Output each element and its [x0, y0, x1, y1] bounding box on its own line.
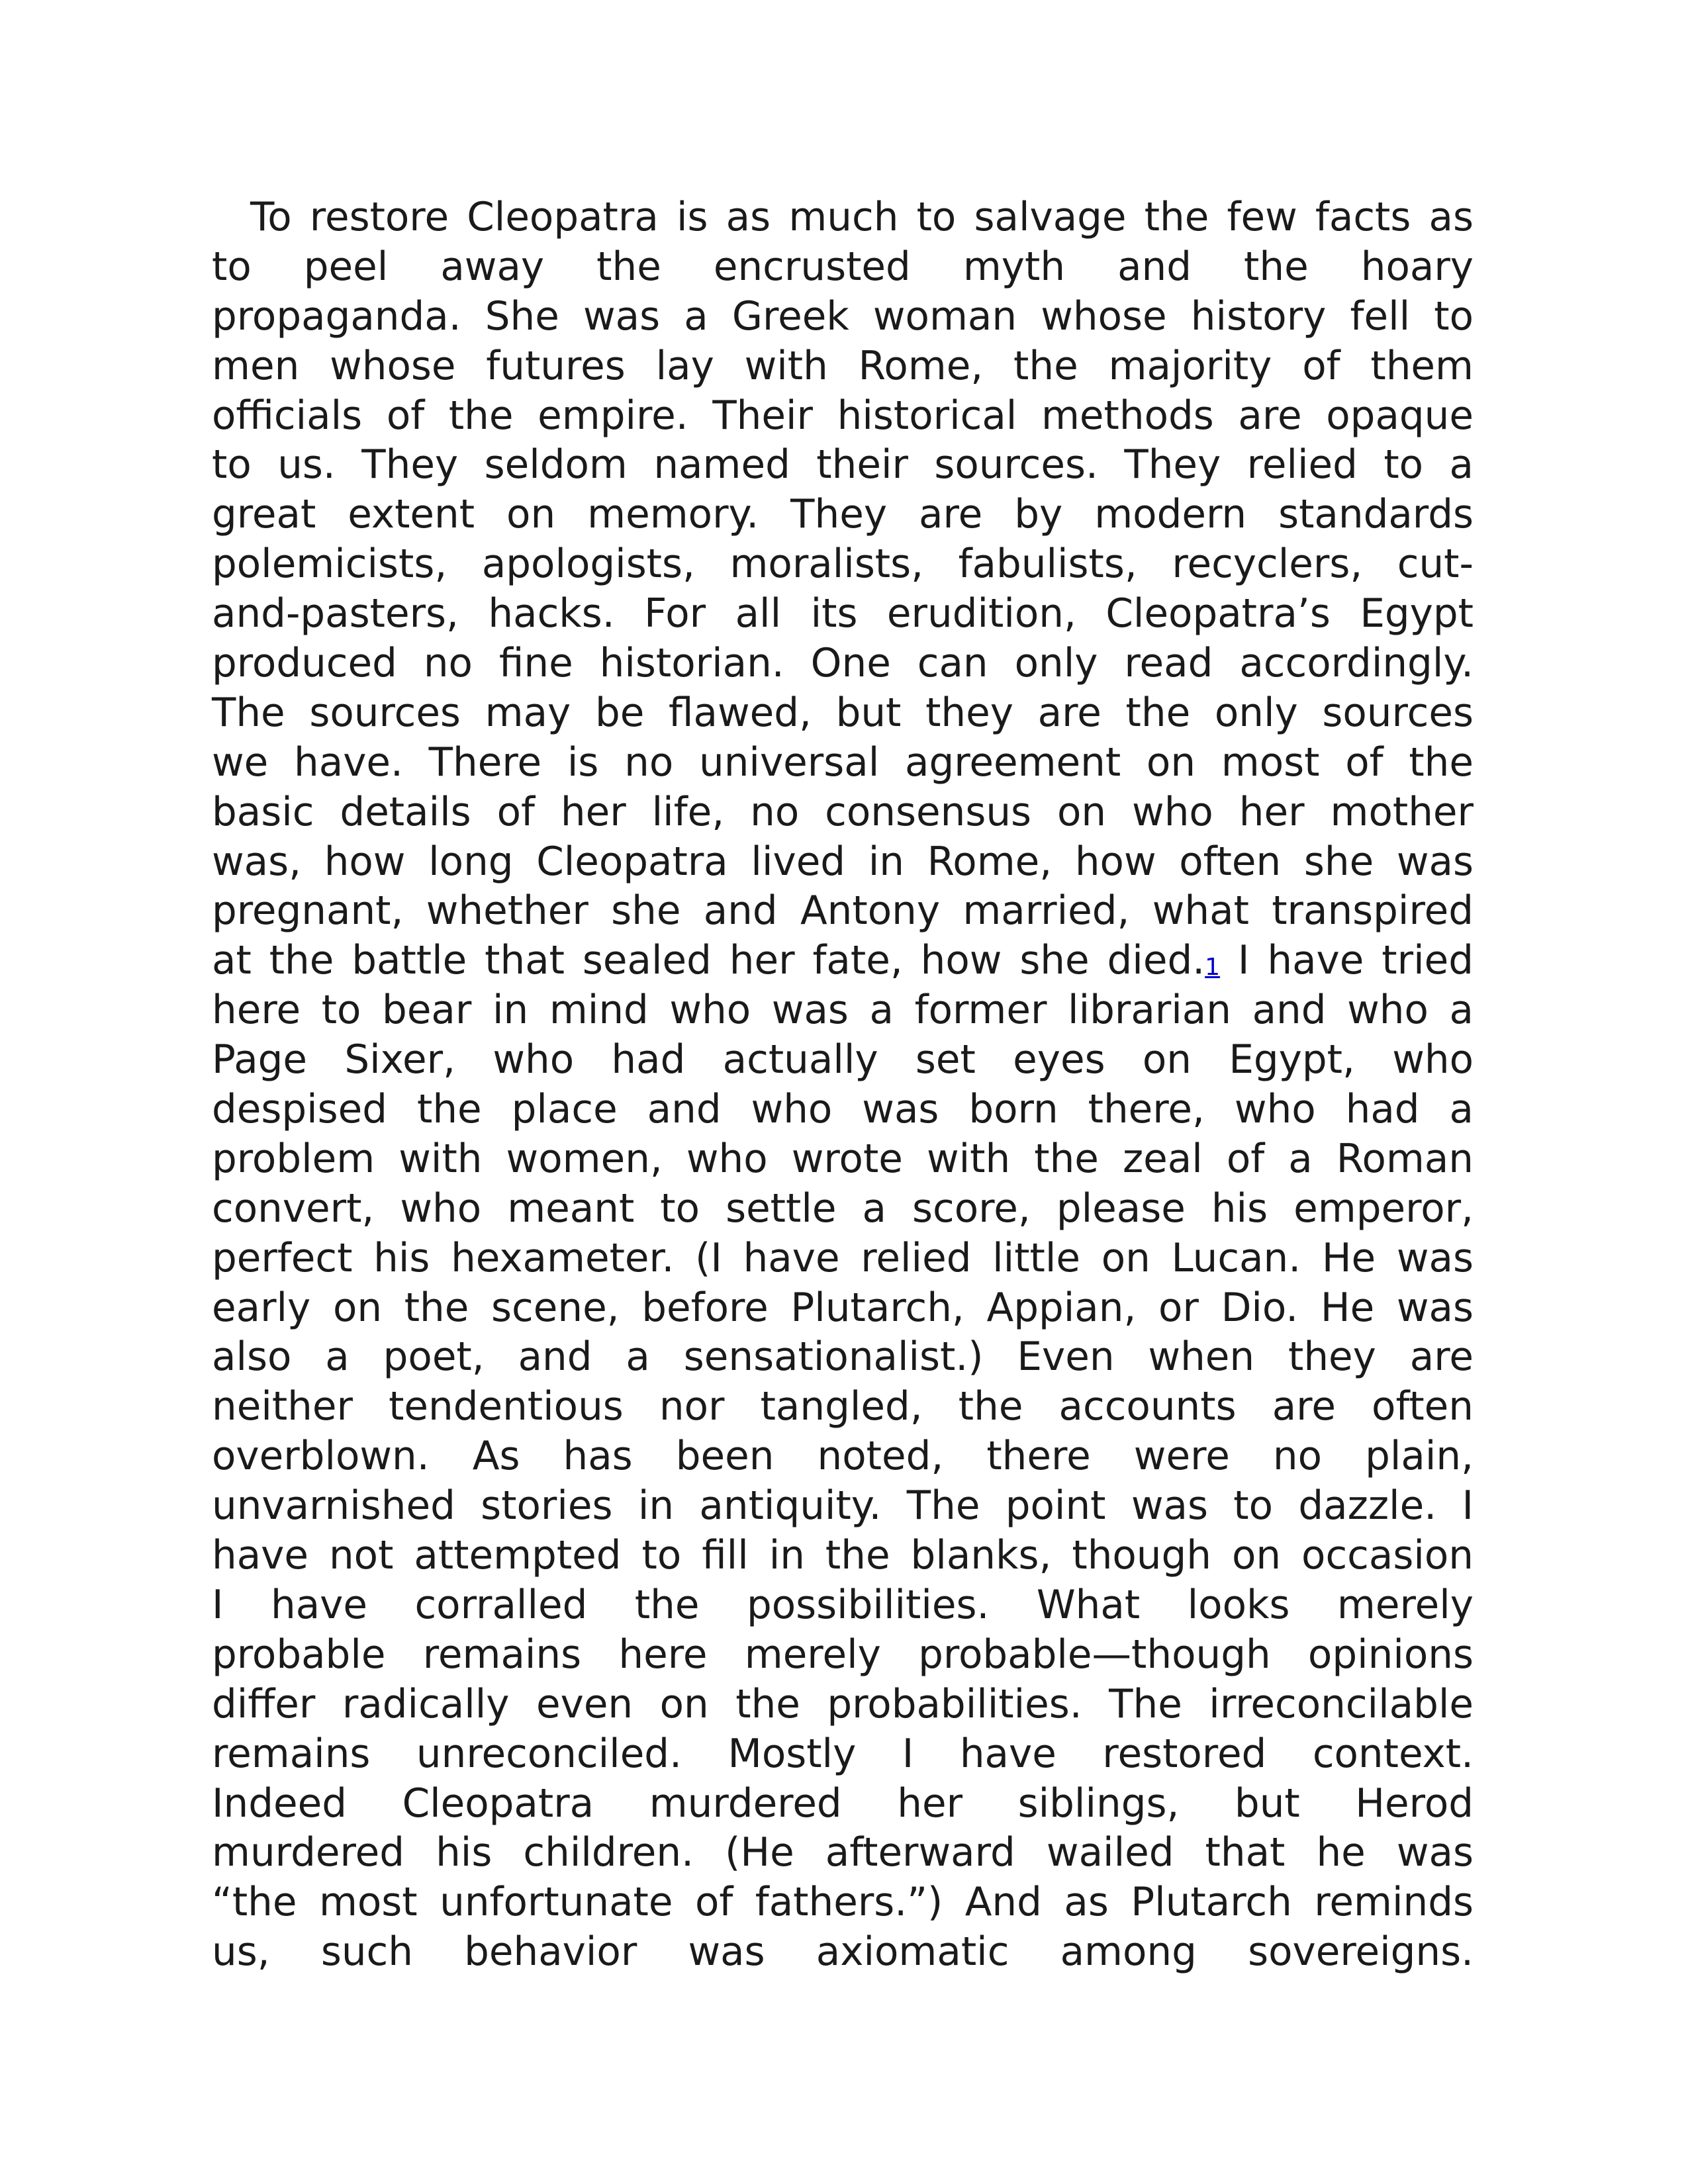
text-line: probable remains here merely probable—though opinions [212, 1631, 1474, 1678]
text-line: men whose futures lay with Rome, the majority of them [212, 343, 1474, 389]
text-line: remains unreconciled. Mostly I have restored context. [212, 1731, 1474, 1777]
body-paragraph [212, 193, 1474, 1978]
text-line: also a poet, and a sensationalist.) Even when they are [212, 1334, 1474, 1381]
text-line: and-pasters, hacks. For all its erudition, Cleopatra’s Egypt [212, 591, 1474, 637]
text-line: differ radically even on the probabilities. The irreconcilable [212, 1681, 1474, 1727]
text-line: perfect his hexameter. (I have relied little on Lucan. He was [212, 1235, 1474, 1281]
text-line: despised the place and who was born there, who had a [212, 1087, 1474, 1133]
text-line: to peel away the encrusted myth and the hoary [212, 244, 1474, 290]
text-line: To restore Cleopatra is as much to salvage the few facts as [250, 195, 1474, 240]
text-line: “the most unfortunate of fathers.”) And as Plutarch reminds [212, 1880, 1474, 1926]
text-line: I have corralled the possibilities. What looks merely [212, 1582, 1474, 1628]
text-line-tail: I have tried [1220, 938, 1474, 984]
text-line: we have. There is no universal agreement on most of the [212, 739, 1474, 786]
text-line: polemicists, apologists, moralists, fabulists, recyclers, cut- [212, 541, 1474, 588]
text-line: Indeed Cleopatra murdered her siblings, but Herod [212, 1780, 1474, 1827]
text-line: unvarnished stories in antiquity. The point was to dazzle. I [212, 1483, 1474, 1529]
text-line: neither tendentious nor tangled, the accounts are often [212, 1384, 1474, 1430]
text-line: have not attempted to fill in the blanks, though on occasion [212, 1533, 1474, 1579]
text-line: us, such behavior was axiomatic among sovereigns. [212, 1929, 1474, 1976]
text-line: officials of the empire. Their historical methods are opaque [212, 392, 1474, 439]
text-line: pregnant, whether she and Antony married, what transpired [212, 888, 1474, 934]
text-line-with-footnote [212, 936, 1474, 986]
text-line: here to bear in mind who was a former librarian and who a [212, 987, 1474, 1034]
text-line: problem with women, who wrote with the zeal of a Roman [212, 1136, 1474, 1182]
text-line: basic details of her life, no consensus on who her mother [212, 789, 1474, 835]
text-line: early on the scene, before Plutarch, Appian, or Dio. He was [212, 1285, 1474, 1331]
text-line: propaganda. She was a Greek woman whose history fell to [212, 293, 1474, 340]
text-line: The sources may be flawed, but they are the only sources [212, 690, 1474, 736]
text-line: overblown. As has been noted, there were no plain, [212, 1433, 1474, 1480]
text-line-head: at the battle that sealed her fate, how she died. [212, 938, 1205, 984]
text-line: to us. They seldom named their sources. They relied to a [212, 442, 1474, 488]
text-line: was, how long Cleopatra lived in Rome, how often she was [212, 839, 1474, 885]
text-line: Page Sixer, who had actually set eyes on Egypt, who [212, 1037, 1474, 1083]
footnote-link[interactable]: 1 [1205, 954, 1221, 981]
text-line: murdered his children. (He afterward wailed that he was [212, 1830, 1474, 1876]
text-line: produced no fine historian. One can only read accordingly. [212, 641, 1474, 687]
text-line: great extent on memory. They are by modern standards [212, 492, 1474, 538]
text-line: convert, who meant to settle a score, please his emperor, [212, 1185, 1474, 1232]
